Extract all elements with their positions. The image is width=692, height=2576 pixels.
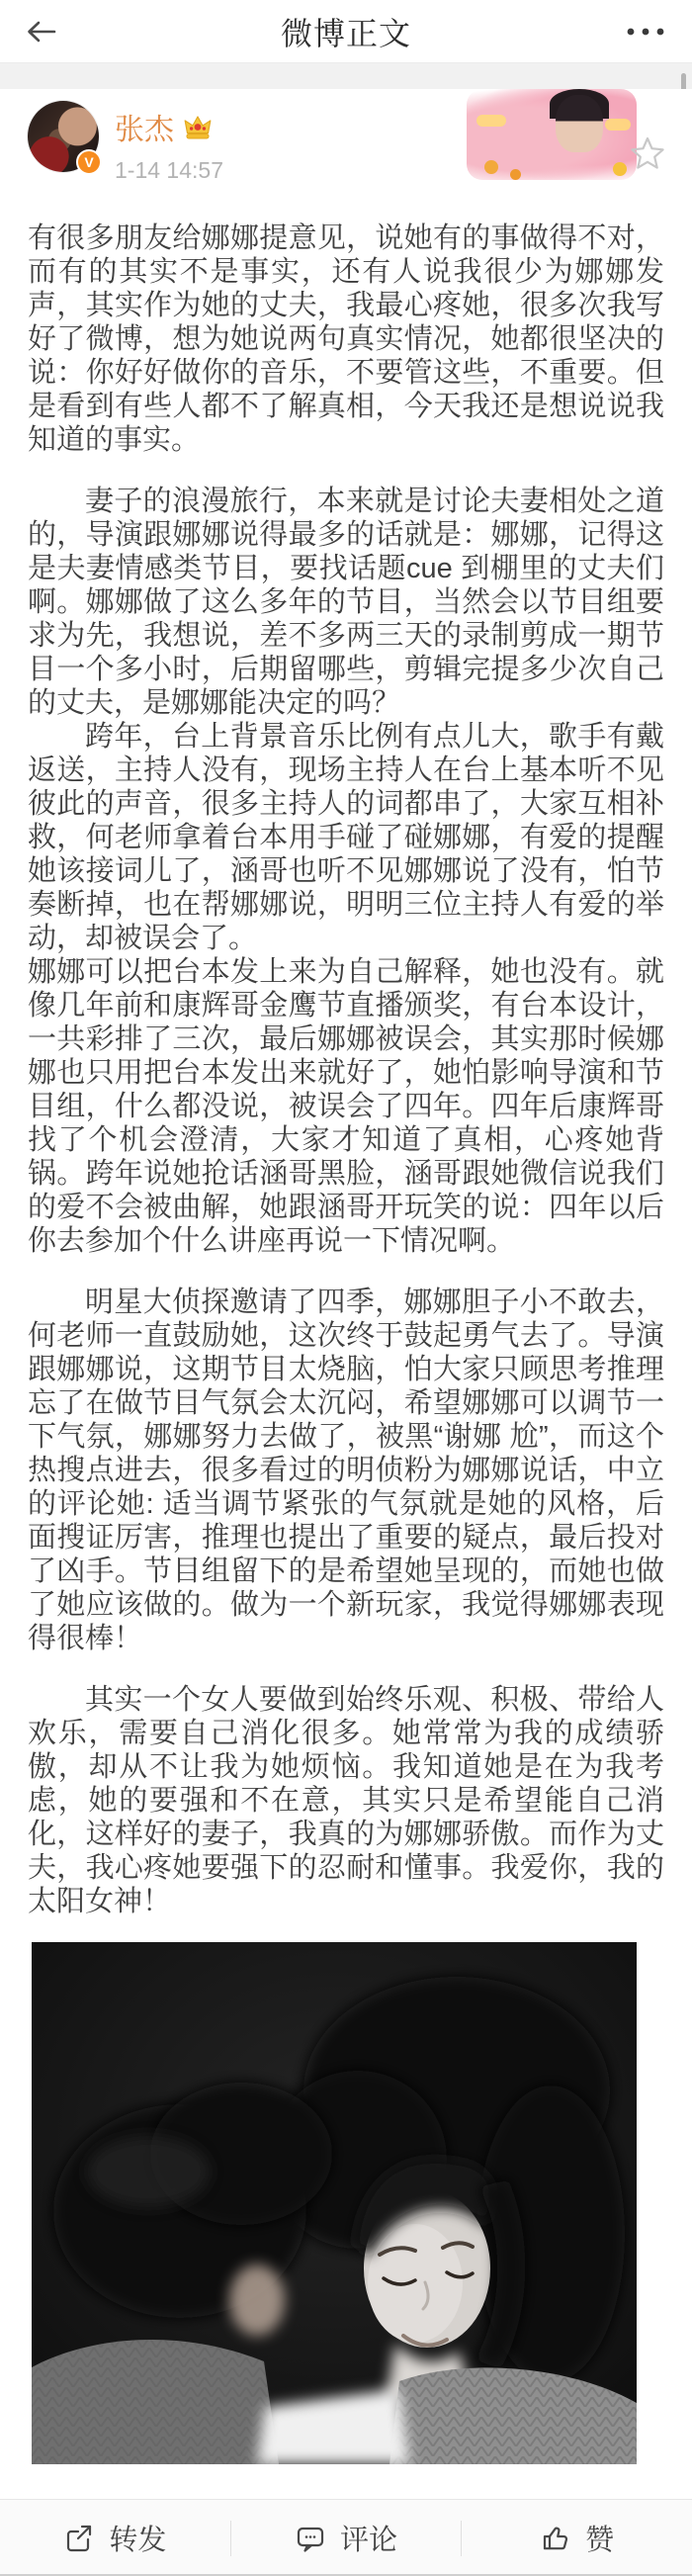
action-bar — [0, 2499, 692, 2576]
more-ellipsis-icon[interactable] — [623, 25, 668, 39]
promo-figure — [556, 95, 603, 152]
comment-label: 评论 — [340, 2525, 398, 2556]
post-header — [28, 89, 664, 198]
post-paragraph: 娜娜可以把台本发上来为自己解释，她也没有。就像几年前和康辉哥金鹰节直播颁奖，有台本设计，一共彩排了三次，最后娜娜被误会，其实那时候娜娜也只用把台本发出来就好了，她怕影响导演和节目组，什么都没说，被误会了四年。四年后康辉哥找了个机会澄清，大家才知道了真相，心疼她背锅。跨年说她抢话涵哥黑脸，涵哥跟她微信说我们的爱不会被曲解，她跟涵哥开玩笑的说：四年以后你去参加个什么讲座再说一下情况啊。 — [28, 956, 664, 1257]
repost-icon — [63, 2523, 95, 2554]
avatar[interactable] — [28, 101, 99, 172]
promo-ornament — [510, 169, 521, 180]
post-card — [0, 89, 692, 2464]
author-name[interactable]: 张杰 — [115, 114, 174, 146]
page-title: 微博正文 — [280, 15, 412, 51]
top-nav-bar — [0, 0, 692, 63]
post-paragraph: 跨年，台上背景音乐比例有点儿大，歌手有戴返送，主持人没有，现场主持人在台上基本听不见彼此的声音，很多主持人的词都串了，大家互相补救，何老师拿着台本用手碰了碰娜娜，有爱的提醒她该接词儿了，涵哥也听不见娜娜说了没有，怕节奏断掉，也在帮娜娜说，明明三位主持人有爱的举动，却被误会了。 — [28, 721, 664, 954]
post-paragraph: 有很多朋友给娜娜提意见，说她有的事做得不对，而有的其实不是事实，还有人说我很少为娜娜发声，其实作为她的丈夫，我最心疼她，很多次我写好了微博，想为她说两句真实情况，她都很坚决的说：你好好做你的音乐，不要管这些，不重要。但是看到有些人都不了解真相，今天我还是想说说我知道的事实。 — [28, 222, 664, 456]
back-arrow-icon[interactable] — [24, 17, 59, 46]
promo-tag-right — [605, 119, 631, 131]
repost-label: 转发 — [109, 2525, 167, 2556]
comment-icon — [295, 2523, 326, 2554]
post-body — [28, 222, 664, 1918]
gray-separator-band — [0, 63, 692, 89]
thumbs-up-icon — [540, 2523, 571, 2554]
post-paragraph: 明星大侦探邀请了四季，娜娜胆子小不敢去，何老师一直鼓励她，这次终于鼓起勇气去了。导演跟娜娜说，这期节目太烧脑，怕大家只顾思考推理忘了在做节目气氛会太沉闷，希望娜娜可以调节一下气氛，娜娜努力去做了，被黑“谢娜 尬”，而这个热搜点进去，很多看过的明侦粉为娜娜说话，中立的评论她: 适当调节紧张的气氛就是她的风格，后面搜证厉害，推理也提出了重要的疑点，最后投对了凶手。节目组留下的是希望她呈现的，而她也做了她应该做的。做为一个新玩家，我觉得娜娜表现得很棒！ — [28, 1287, 664, 1654]
favorite-star-icon[interactable] — [629, 134, 666, 172]
verified-badge-icon: V — [76, 149, 102, 175]
post-paragraph: 其实一个女人要做到始终乐观、积极、带给人欢乐，需要自己消化很多。她常常为我的成绩骄傲，却从不让我为她烦恼。我知道她是在为我考虑，她的要强和不在意，其实只是希望能自己消化，这样好的妻子，我真的为娜娜骄傲。而作为丈夫，我心疼她要强下的忍耐和懂事。我爱你，我的太阳女神！ — [28, 1684, 664, 1917]
comment-button[interactable] — [231, 2500, 462, 2576]
vip-crown-icon — [183, 114, 213, 140]
repost-button[interactable] — [0, 2500, 230, 2576]
like-label: 赞 — [585, 2525, 615, 2556]
post-photo[interactable] — [32, 1942, 637, 2464]
post-paragraph: 妻子的浪漫旅行，本来就是讨论夫妻相处之道的，导演跟娜娜说得最多的话就是：娜娜，记得这是夫妻情感类节目，要找话题cue 到棚里的丈夫们啊。娜娜做了这么多年的节目，当然会以节目组要求为先，我想说，差不多两三天的录制剪成一期节目一个多小时，后期留哪些，剪辑完提多少次自己的丈夫，是娜娜能决定的吗？ — [28, 486, 664, 719]
like-button[interactable] — [462, 2500, 692, 2576]
promo-ornament — [484, 160, 498, 174]
post-timestamp: 1-14 14:57 — [115, 157, 223, 183]
promo-ornament — [613, 162, 627, 176]
promo-sticker[interactable] — [467, 89, 637, 180]
promo-tag-left — [476, 115, 506, 127]
